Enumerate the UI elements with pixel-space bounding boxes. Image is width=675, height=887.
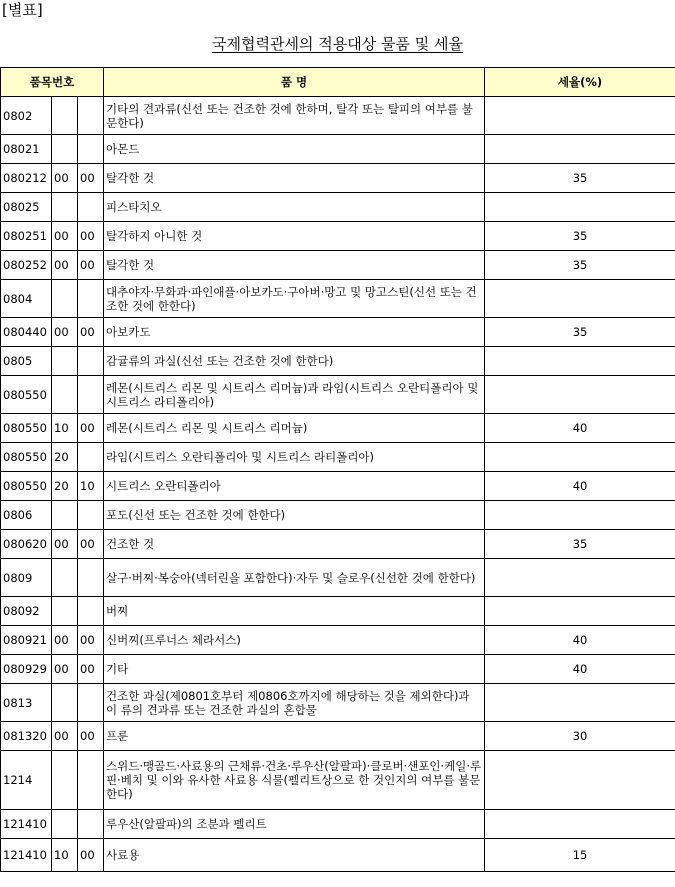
item-name-cell: 대추야자·무화과·파인애플·아보카도·구아버·망고 및 망고스틴(신선 또는 건조한 것에 한한다) — [104, 280, 485, 318]
tariff-rate-cell — [485, 135, 675, 164]
tariff-rate-cell — [485, 280, 675, 318]
tariff-rate-cell: 40 — [485, 472, 675, 501]
sub-code-2-cell — [78, 597, 104, 626]
table-row — [1, 501, 675, 530]
item-code-cell: 0804 — [1, 280, 52, 318]
table-row — [1, 376, 675, 414]
sub-code-2-cell: 10 — [78, 472, 104, 501]
table-header-row — [1, 68, 675, 97]
sub-code-1-cell — [52, 193, 78, 222]
item-code-cell: 121410 — [1, 839, 52, 872]
tariff-rate-cell — [485, 97, 675, 135]
sub-code-2-cell: 00 — [78, 318, 104, 347]
item-name-cell: 루우산(알팔파)의 조분과 펠리트 — [104, 810, 485, 839]
table-row — [1, 684, 675, 722]
sub-code-1-cell — [52, 376, 78, 414]
item-code-cell: 080251 — [1, 222, 52, 251]
tariff-rate-cell — [485, 501, 675, 530]
sub-code-2-cell — [78, 751, 104, 810]
tariff-rate-cell — [485, 684, 675, 722]
item-code-cell: 0802 — [1, 97, 52, 135]
item-code-cell: 1214 — [1, 751, 52, 810]
sub-code-1-cell — [52, 559, 78, 597]
header-code: 품목번호 — [1, 68, 104, 97]
sub-code-2-cell: 00 — [78, 530, 104, 559]
item-name-cell: 탈각한 것 — [104, 251, 485, 280]
table-row — [1, 193, 675, 222]
table-row — [1, 655, 675, 684]
item-name-cell: 건조한 것 — [104, 530, 485, 559]
item-code-cell: 0806 — [1, 501, 52, 530]
sub-code-2-cell: 00 — [78, 655, 104, 684]
table-row — [1, 839, 675, 872]
sub-code-2-cell — [78, 810, 104, 839]
table-body — [1, 97, 675, 872]
table-row — [1, 280, 675, 318]
header-name: 품 명 — [104, 68, 485, 97]
item-code-cell: 0813 — [1, 684, 52, 722]
table-row — [1, 722, 675, 751]
sub-code-2-cell — [78, 135, 104, 164]
table-row — [1, 347, 675, 376]
item-code-cell: 080550 — [1, 443, 52, 472]
tariff-rate-cell — [485, 443, 675, 472]
table-row — [1, 751, 675, 810]
item-code-cell: 08021 — [1, 135, 52, 164]
item-name-cell: 버찌 — [104, 597, 485, 626]
table-row — [1, 530, 675, 559]
sub-code-1-cell: 20 — [52, 443, 78, 472]
sub-code-1-cell: 00 — [52, 251, 78, 280]
sub-code-1-cell — [52, 280, 78, 318]
table-row — [1, 597, 675, 626]
sub-code-2-cell: 00 — [78, 222, 104, 251]
item-name-cell: 아몬드 — [104, 135, 485, 164]
sub-code-1-cell — [52, 751, 78, 810]
item-code-cell: 080440 — [1, 318, 52, 347]
item-code-cell: 08092 — [1, 597, 52, 626]
item-name-cell: 신버찌(프루너스 체라서스) — [104, 626, 485, 655]
sub-code-2-cell — [78, 376, 104, 414]
sub-code-1-cell: 00 — [52, 222, 78, 251]
tariff-rate-cell: 30 — [485, 722, 675, 751]
item-code-cell: 080620 — [1, 530, 52, 559]
item-name-cell: 레몬(시트리스 리몬 및 시트리스 리머늄)과 라임(시트리스 오란티폴리아 및 시트리스 라티폴리아) — [104, 376, 485, 414]
sub-code-2-cell: 00 — [78, 251, 104, 280]
item-name-cell: 라임(시트리스 오란티폴리아 및 시트리스 라티폴리아) — [104, 443, 485, 472]
table-row — [1, 626, 675, 655]
sub-code-1-cell — [52, 501, 78, 530]
item-code-cell: 080550 — [1, 376, 52, 414]
item-name-cell: 스위드·맹골드·사료용의 근채류·건초·루우산(알팔파)·클로버·샌포인·케일·루핀·베치 및 이와 유사한 사료용 식물(펠리트상으로 한 것인지의 여부를 불문한다) — [104, 751, 485, 810]
tariff-rate-cell: 40 — [485, 626, 675, 655]
item-name-cell: 기타 — [104, 655, 485, 684]
tariff-rate-cell: 35 — [485, 222, 675, 251]
table-row — [1, 97, 675, 135]
sub-code-2-cell — [78, 684, 104, 722]
table-row — [1, 559, 675, 597]
item-code-cell: 080212 — [1, 164, 52, 193]
table-row — [1, 443, 675, 472]
item-name-cell: 감귤류의 과실(신선 또는 건조한 것에 한한다) — [104, 347, 485, 376]
document-title — [0, 33, 675, 55]
sub-code-1-cell: 10 — [52, 839, 78, 872]
item-code-cell: 121410 — [1, 810, 52, 839]
header-rate: 세율(%) — [485, 68, 675, 97]
sub-code-1-cell: 00 — [52, 318, 78, 347]
item-name-cell: 프룬 — [104, 722, 485, 751]
table-row — [1, 251, 675, 280]
sub-code-1-cell — [52, 810, 78, 839]
item-name-cell: 탈각하지 아니한 것 — [104, 222, 485, 251]
item-name-cell: 포도(신선 또는 건조한 것에 한한다) — [104, 501, 485, 530]
item-code-cell: 081320 — [1, 722, 52, 751]
item-code-cell: 0805 — [1, 347, 52, 376]
item-code-cell: 08025 — [1, 193, 52, 222]
item-name-cell: 아보카도 — [104, 318, 485, 347]
tariff-rate-cell: 35 — [485, 318, 675, 347]
sub-code-1-cell: 00 — [52, 530, 78, 559]
title-text: 국제협력관세의 적용대상 물품 및 세율 — [212, 35, 463, 53]
tariff-rate-cell: 35 — [485, 164, 675, 193]
sub-code-2-cell — [78, 280, 104, 318]
sub-code-2-cell — [78, 97, 104, 135]
tariff-rate-cell: 35 — [485, 251, 675, 280]
tariff-rate-cell — [485, 347, 675, 376]
item-name-cell: 기타의 견과류(신선 또는 건조한 것에 한하며, 탈각 또는 탈피의 여부를 불문한다) — [104, 97, 485, 135]
table-row — [1, 222, 675, 251]
tariff-rate-cell: 40 — [485, 414, 675, 443]
table-row — [1, 414, 675, 443]
tariff-rate-cell — [485, 597, 675, 626]
item-code-cell: 080550 — [1, 414, 52, 443]
tariff-rate-cell — [485, 193, 675, 222]
item-code-cell: 080929 — [1, 655, 52, 684]
sub-code-1-cell: 00 — [52, 626, 78, 655]
table-row — [1, 472, 675, 501]
item-name-cell: 건조한 과실(제0801호부터 제0806호까지에 해당하는 것을 제외한다)과 이 류의 견과류 또는 건조한 과실의 혼합물 — [104, 684, 485, 722]
tariff-rate-cell — [485, 376, 675, 414]
sub-code-2-cell — [78, 443, 104, 472]
item-name-cell: 피스타치오 — [104, 193, 485, 222]
table-row — [1, 318, 675, 347]
item-name-cell: 레몬(시트리스 리몬 및 시트리스 리머늄) — [104, 414, 485, 443]
sub-code-2-cell: 00 — [78, 722, 104, 751]
item-name-cell: 시트리스 오란티폴리아 — [104, 472, 485, 501]
sub-code-1-cell — [52, 684, 78, 722]
sub-code-1-cell — [52, 597, 78, 626]
tariff-rate-cell — [485, 559, 675, 597]
sub-code-1-cell: 00 — [52, 655, 78, 684]
tariff-rate-cell — [485, 810, 675, 839]
item-name-cell: 탈각한 것 — [104, 164, 485, 193]
sub-code-2-cell — [78, 501, 104, 530]
sub-code-1-cell — [52, 135, 78, 164]
tariff-rate-cell: 35 — [485, 530, 675, 559]
tariff-rate-cell: 40 — [485, 655, 675, 684]
attachment-label: [별표] — [2, 1, 43, 19]
item-name-cell: 사료용 — [104, 839, 485, 872]
item-code-cell: 0809 — [1, 559, 52, 597]
item-code-cell: 080550 — [1, 472, 52, 501]
item-name-cell: 살구·버찌·복숭아(넥터린을 포함한다)·자두 및 슬로우(신선한 것에 한한다) — [104, 559, 485, 597]
sub-code-1-cell — [52, 97, 78, 135]
sub-code-2-cell: 00 — [78, 626, 104, 655]
sub-code-2-cell — [78, 193, 104, 222]
sub-code-1-cell: 00 — [52, 722, 78, 751]
tariff-rate-cell — [485, 751, 675, 810]
item-code-cell: 080252 — [1, 251, 52, 280]
item-code-cell: 080921 — [1, 626, 52, 655]
table-row — [1, 810, 675, 839]
table-row — [1, 164, 675, 193]
sub-code-1-cell: 20 — [52, 472, 78, 501]
sub-code-2-cell: 00 — [78, 839, 104, 872]
sub-code-1-cell: 00 — [52, 164, 78, 193]
sub-code-2-cell: 00 — [78, 414, 104, 443]
sub-code-1-cell — [52, 347, 78, 376]
tariff-rate-cell: 15 — [485, 839, 675, 872]
sub-code-2-cell: 00 — [78, 164, 104, 193]
table-row — [1, 135, 675, 164]
sub-code-1-cell: 10 — [52, 414, 78, 443]
sub-code-2-cell — [78, 347, 104, 376]
tariff-table — [0, 67, 675, 872]
sub-code-2-cell — [78, 559, 104, 597]
